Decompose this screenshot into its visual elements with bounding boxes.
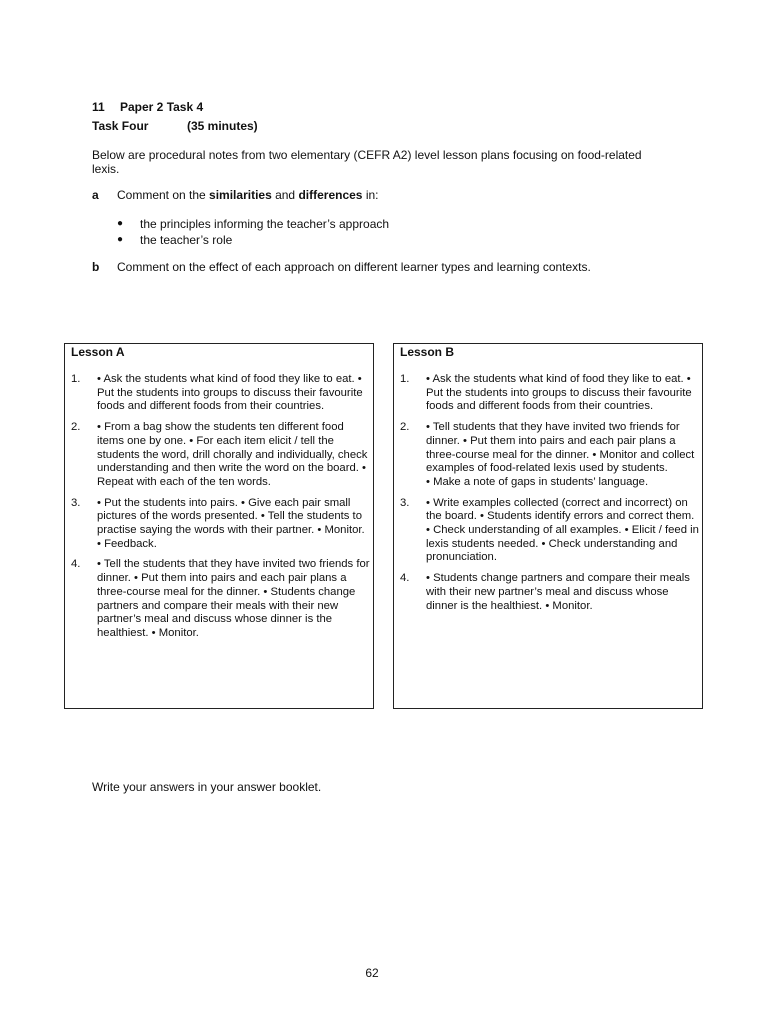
bullet-icon: ●: [117, 218, 124, 229]
step-text: • Ask the students what kind of food they like to eat. • Put the students into groups to discuss their favourite foods and different foods from their countries.: [426, 373, 692, 413]
question-a-suffix: in:: [362, 188, 379, 202]
step-text: • Ask the students what kind of food they like to eat. • Put the students into groups to discuss their favourite foods and different foods from their countries.: [97, 373, 363, 413]
lesson-a-step-1: [71, 373, 371, 414]
intro-text: Below are procedural notes from two elementary (CEFR A2) level lesson plans focusing on food-related lexis.: [92, 148, 642, 176]
question-b: [92, 260, 591, 274]
lesson-b-step-2: [400, 421, 700, 490]
task-duration: (35 minutes): [187, 119, 258, 133]
task-number: 11: [92, 100, 105, 114]
task-title-heading: [92, 119, 258, 133]
question-b-letter: b: [92, 260, 100, 274]
step-text: • Put the students into pairs. • Give each pair small pictures of the words presented. • Tell the students to practise saying the words with their partner. • Monitor. • Feedback.: [97, 496, 365, 550]
step-number: 3.: [71, 496, 81, 509]
list-item: [117, 232, 389, 248]
question-a-letter: a: [92, 188, 99, 202]
answer-instruction: Write your answers in your answer booklet.: [92, 780, 322, 794]
bullet-text: the principles informing the teacher’s approach: [140, 217, 390, 231]
step-number: 2.: [71, 421, 81, 434]
question-a-bullet-list: [117, 216, 389, 248]
page-number: 62: [365, 966, 379, 980]
lesson-a-title: Lesson A: [71, 345, 125, 359]
step-number: 1.: [400, 373, 410, 385]
step-number: 4.: [71, 558, 81, 571]
step-text: • Write examples collected (correct and incorrect) on the board. • Students identify errors and correct them. • Check understanding of all examples. • Elicit / feed in lexis students needed. • Check understanding and pronunciation.: [426, 496, 699, 564]
step-text: • Tell the students that they have invited two friends for dinner. • Put them into pairs and each pair plans a three-course meal for the dinner. • Students change partners and compare their meals with their new partner’s meal and discuss whose dinner is the healthiest. • Monitor.: [97, 558, 370, 639]
bullet-text: the teacher’s role: [140, 233, 233, 247]
step-text: • Students change partners and compare their meals with their new partner’s meal and discuss whose dinner is the healthiest. • Monitor.: [426, 572, 690, 612]
lesson-a-step-3: [71, 497, 371, 552]
question-b-text: Comment on the effect of each approach on different learner types and learning contexts.: [117, 260, 591, 274]
step-number: 3.: [400, 496, 410, 509]
step-number: 4.: [400, 572, 410, 585]
bullet-icon: ●: [117, 234, 124, 245]
question-a-prefix: Comment on the: [117, 188, 210, 202]
paper-task-label: Paper 2 Task 4: [120, 100, 204, 114]
question-a-similarities: similarities: [209, 188, 272, 202]
lesson-a-box: [64, 343, 374, 709]
question-a-differences: differences: [298, 188, 363, 202]
task-label: Task Four: [92, 119, 149, 133]
step-text: • Tell students that they have invited two friends for dinner. • Put them into pairs and each pair plans a three-course meal for the dinner. • Monitor and collect examples of food-related lexis used by students. • Make a note of gaps in students’ language.: [426, 421, 695, 488]
list-item: [117, 216, 389, 232]
lesson-a-step-2: [71, 421, 371, 490]
lesson-a-steps: [71, 373, 371, 648]
question-a: [92, 188, 379, 202]
lesson-b-step-3: [400, 497, 700, 566]
question-a-mid: and: [271, 188, 299, 202]
step-number: 1.: [71, 373, 81, 385]
lesson-a-step-4: [71, 558, 371, 640]
lesson-b-step-4: [400, 572, 700, 613]
lesson-b-box: [393, 343, 703, 709]
task-number-heading: [92, 100, 203, 114]
step-text: • From a bag show the students ten different food items one by one. • For each item elicit / tell the students the word, drill chorally and individually, check understanding and then write the word on the board. • Repeat with each of the ten words.: [97, 421, 368, 488]
step-number: 2.: [400, 421, 410, 434]
lesson-b-steps: [400, 373, 700, 620]
lesson-b-step-1: [400, 373, 700, 414]
lesson-b-title: Lesson B: [400, 345, 455, 359]
